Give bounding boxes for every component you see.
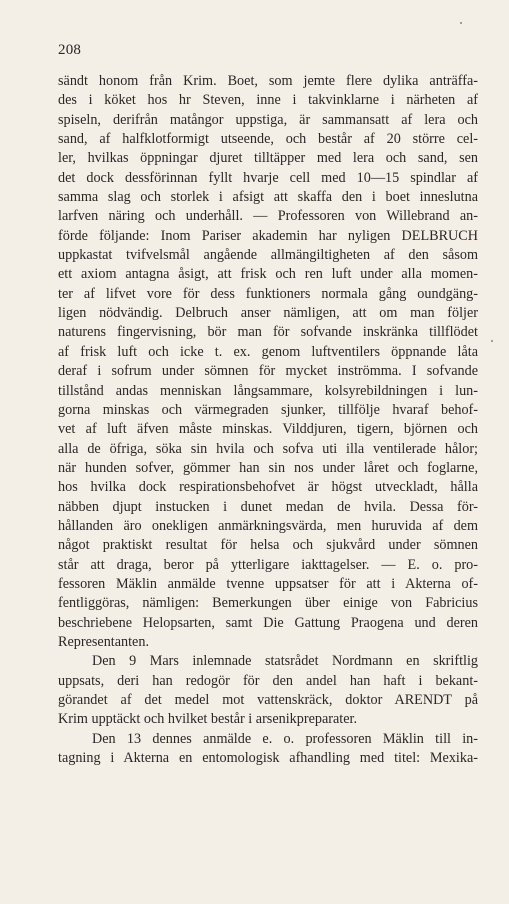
text-line: sand, af halfklotformigt utseende, och består af 20 större cel- — [58, 131, 478, 148]
text-line: hållanden äro onekligen anmärkningsvärda, men huruvida af dem — [58, 517, 478, 534]
text-line: larfven näring och underhåll. — Professoren von Willebrand an- — [58, 208, 478, 225]
text-line: deraf i sofrum under sömnen för mycket inströmma. I sofvande — [58, 363, 478, 380]
text-line: sändt honom från Krim. Boet, som jemte flere dylika anträffa- — [58, 73, 478, 89]
text-line: tagning i Akterna en entomologisk afhandling med titel: Mexika- — [58, 750, 478, 767]
text-line: Den 13 dennes anmälde e. o. professoren Mäklin till in- — [92, 730, 478, 747]
text-line: des i köket hos hr Steven, inne i takvinklarne i närheten af — [58, 92, 478, 109]
text-line: alla de öfriga, söka sin hvila och sofva uti illa ventilerade hålor; — [58, 440, 478, 457]
page-number: 208 — [58, 42, 82, 58]
text-line: förde följande: Inom Pariser akademin har nyligen DELBRUCH — [58, 227, 478, 244]
text-line: naturens fingervisning, bör man för sofvande inskränka tillflödet — [58, 324, 478, 341]
text-line: fentliggöras, nämligen: Bemerkungen über einige von Fabricius — [58, 595, 478, 612]
text-line: Krim upptäckt och hvilket består i arsenikpreparater. — [58, 711, 358, 728]
page-speck — [491, 340, 493, 342]
page-speck — [460, 22, 462, 24]
text-line: beschriebene Helopsarten, samt Die Gattung Praogena und deren — [58, 614, 478, 631]
text-line: hos hvilka dock respirationsbehofvet är högst utveckladt, hålla — [58, 479, 478, 496]
text-line: uppsats, deri han redogör för den andel han haft i bekant- — [58, 672, 478, 689]
text-line: det dock dessförinnan fyllt hvarje cell med 10—15 spindlar af — [58, 169, 478, 186]
text-line: Representanten. — [58, 633, 149, 650]
text-line: vet af luft äfven måste minskas. Vilddjuren, tigern, björnen och — [58, 421, 478, 438]
text-line: något praktiskt resultat för helsa och sjukvård under sömnen — [58, 537, 478, 554]
text-line: fessoren Mäklin anmälde tvenne uppsatser för att i Akterna of- — [58, 575, 478, 592]
text-line: samma slag och storlek i afsigt att skaffa den i boet inneslutna — [58, 189, 478, 206]
text-line: ligen nödvändig. Delbruch anser nämligen, att om man följer — [58, 305, 478, 322]
text-line: står att draga, beror på ytterligare iakttagelser. — E. o. pro- — [58, 556, 478, 573]
text-line: när hunden sofver, gömmer han sin nos under låret och foglarne, — [58, 459, 478, 476]
text-line: af frisk luft och icke t. ex. genom luftventilers öppnande låta — [58, 343, 478, 360]
text-line: Den 9 Mars inlemnade statsrådet Nordmann en skriftlig — [92, 653, 478, 670]
text-line: uppkastat tvifvelsmål angående allmängiltigheten af den såsom — [58, 247, 478, 264]
text-line: ler, hvilkas öppningar djuret tilltäpper med lera och sand, sen — [58, 150, 478, 167]
text-line: spiseln, derifrån matångor uppstiga, är sammansatt af lera och — [58, 111, 478, 128]
text-line: ett axiom antagna åsigt, att frisk och ren luft under alla momen- — [58, 266, 478, 283]
text-line: ter af lifvet vore för dess funktioners normala gång oundgäng- — [58, 285, 478, 302]
text-line: gorna minskas och värmegraden sjunker, tillfölje hvaraf behof- — [58, 401, 478, 418]
body-text — [58, 72, 478, 768]
text-line: näbben djupt instucken i dunet medan de hvila. Dessa för- — [58, 498, 478, 515]
text-line: tillstånd andas menniskan långsammare, kolsyrebildningen i lun- — [58, 382, 478, 399]
text-line: görandet af det medel mot vattenskräck, doktor ARENDT på — [58, 692, 478, 708]
